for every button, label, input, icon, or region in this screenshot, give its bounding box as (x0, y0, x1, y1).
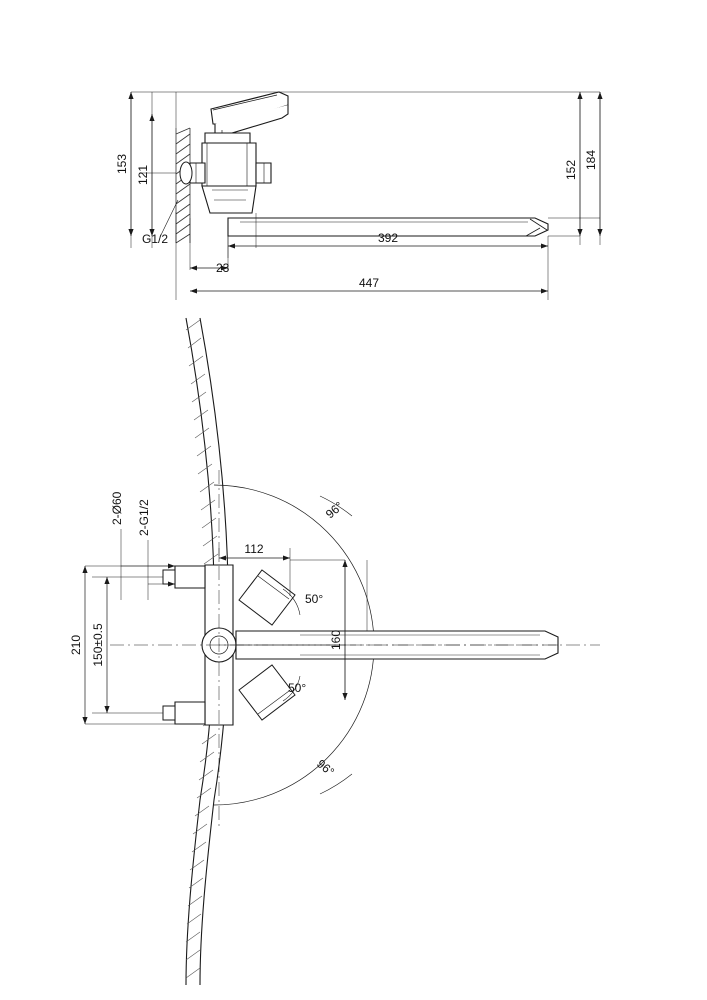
dim-label-160: 160 (329, 629, 343, 651)
dim-label-184: 184 (584, 149, 598, 171)
mixer-body (202, 133, 256, 213)
dim-label-150: 150±0.5 (91, 623, 105, 667)
dim-label-g12: G1/2 (142, 232, 169, 246)
dim-label-447: 447 (358, 276, 380, 290)
dim-label-153: 153 (115, 153, 129, 175)
dim-label-2-g12: 2-G1/2 (137, 499, 151, 536)
dim-label-152: 152 (564, 159, 578, 181)
dim-label-96-upper: 96° (322, 498, 346, 522)
dim-label-96-lower: 96° (314, 756, 337, 779)
dim-label-392: 392 (377, 231, 399, 245)
dim-label-23: 23 (216, 261, 230, 275)
dim-label-210: 210 (69, 634, 83, 656)
dim-label-121: 121 (136, 164, 150, 186)
dim-label-2-d60: 2-Ø60 (110, 491, 124, 525)
dim-label-112: 112 (244, 542, 264, 556)
dim-label-50-upper: 50° (305, 592, 324, 606)
dim-label-50-lower: 50° (288, 681, 307, 695)
